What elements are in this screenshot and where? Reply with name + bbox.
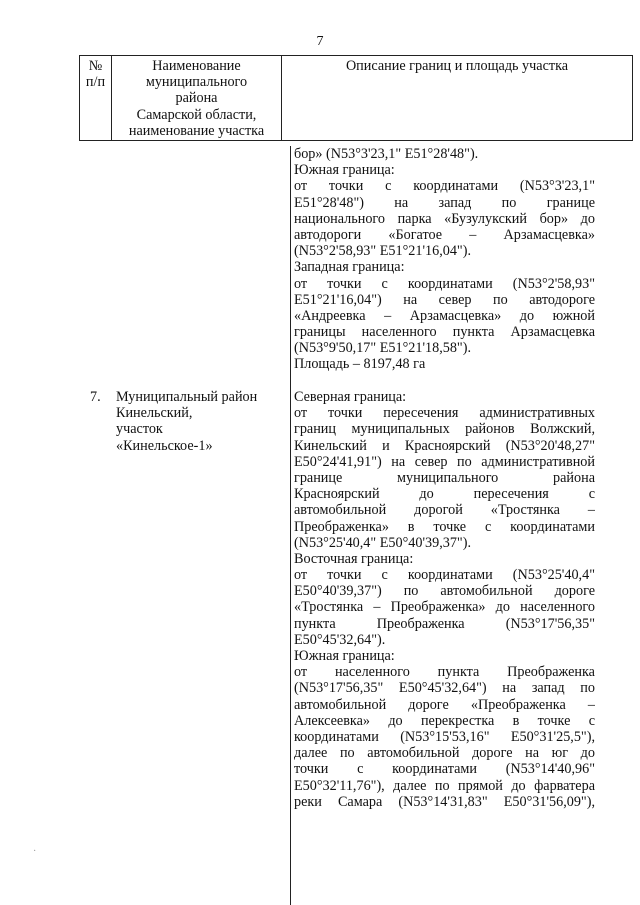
header-text: Наименование <box>152 58 241 74</box>
description-line: Красноярский до пересечения с <box>294 486 595 503</box>
description-line: Южная граница: <box>294 648 395 664</box>
description-line: границы населенного пункта Арзамасцевка <box>294 324 595 341</box>
continuation-description <box>294 146 595 373</box>
description-line: реки Самара (N53°14'31,83" E50°31'56,09"), <box>294 793 595 810</box>
description-line: «Тростянка – Преображенка» до населенного <box>294 599 595 616</box>
description-line: от точки с координатами (N53°3'23,1" <box>294 178 595 195</box>
description-line: Площадь – 8197,48 га <box>294 356 426 373</box>
description-line: национального парка «Бузулукский бор» до <box>294 210 595 227</box>
row-description <box>294 389 595 810</box>
description-line: координатами (N53°15'53,16" E50°31'25,5"), <box>294 728 595 745</box>
description-line: (N53°25'40,4" E50°40'39,37"). <box>294 534 471 551</box>
description-line: автомобильной дорогой «Тростянка – <box>294 502 595 519</box>
header-text: муниципального <box>145 74 248 91</box>
page-number: 7 <box>316 34 324 49</box>
description-line: Преображенка» в точке с координатами <box>294 518 595 535</box>
description-line: Восточная граница: <box>294 550 414 567</box>
header-text: района <box>175 90 218 107</box>
district-name-line: Муниципальный район <box>116 389 258 405</box>
description-line: (N53°2'58,93" E51°21'16,04"). <box>294 243 471 260</box>
description-line: автодороги «Богатое – Арзамасцевка» <box>294 226 595 243</box>
description-line: Южная граница: <box>294 162 395 179</box>
district-name-line: «Кинельское-1» <box>116 437 213 454</box>
description-line: пункта Преображенка (N53°17'56,35" <box>294 615 595 632</box>
description-line: (N53°17'56,35" E50°45'32,64") на запад по <box>294 680 595 697</box>
header-text: № <box>88 58 103 74</box>
description-line: E51°21'16,04") на север по автодороге <box>294 291 595 308</box>
description-line: далее по автомобильной дороге на юг до <box>294 745 595 762</box>
description-line: E50°45'32,64"). <box>294 631 386 648</box>
margin-dot: · <box>33 846 37 857</box>
description-line: E50°40'39,37") по автомобильной дороге <box>294 583 595 600</box>
description-line: Северная граница: <box>294 389 407 405</box>
header-text: Описание границ и площадь участка <box>345 58 569 74</box>
column-divider <box>290 146 291 905</box>
description-line: точки с координатами (N53°14'40,96" <box>294 761 595 778</box>
description-line: бор» (N53°3'23,1" E51°28'48"). <box>294 146 479 162</box>
description-line: от населенного пункта Преображенка <box>294 664 595 681</box>
district-name-line: Кинельский, <box>116 405 193 422</box>
description-line: Западная граница: <box>294 259 405 276</box>
description-line: автомобильной дороге «Преображенка – <box>294 696 595 713</box>
description-line: (N53°9'50,17" E51°21'18,58"). <box>294 340 471 357</box>
row-district-name <box>116 389 284 454</box>
description-line: границе муниципального района <box>294 469 595 486</box>
row-number: 7. <box>90 389 101 405</box>
description-line: «Андреевка – Арзамасцевка» до южной <box>294 307 595 324</box>
description-line: E50°32'11,76"), далее по прямой до фарватера <box>294 777 595 794</box>
description-line: границ муниципальных районов Волжский, <box>294 421 595 438</box>
header-text: п/п <box>85 74 106 91</box>
description-line: E51°28'48") на запад по границе <box>294 194 595 211</box>
description-line: от точки с координатами (N53°2'58,93" <box>294 275 595 292</box>
description-line: от точки с координатами (N53°25'40,4" <box>294 567 595 584</box>
description-line: E50°24'41,91") на север по административной <box>294 453 595 470</box>
header-text: Самарской области, <box>136 106 257 123</box>
description-line: от точки пересечения административных <box>294 405 595 422</box>
description-line: Кинельский и Красноярский (N53°20'48,27" <box>294 437 595 454</box>
district-name-line: участок <box>116 421 163 438</box>
description-line: Алексеевка» до перекрестка в точке с <box>294 712 595 729</box>
header-text: наименование участка <box>128 122 265 139</box>
